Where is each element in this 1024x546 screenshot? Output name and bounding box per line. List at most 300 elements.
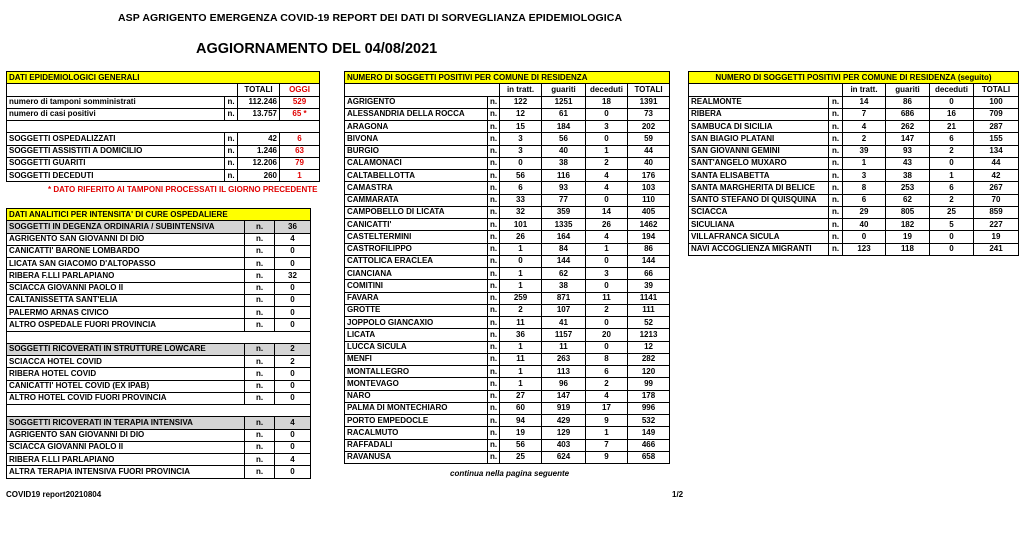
comune-recovered: 107 <box>542 304 586 316</box>
update-date: AGGIORNAMENTO DEL 04/08/2021 <box>196 41 438 57</box>
comune-recovered: 61 <box>542 108 586 120</box>
comune-recovered: 144 <box>542 255 586 267</box>
comune-row <box>345 194 670 206</box>
comune-deceased: 6 <box>586 366 628 378</box>
comune-deceased: 8 <box>586 353 628 365</box>
comune-deceased: 0 <box>586 255 628 267</box>
comune-recovered: 84 <box>542 243 586 255</box>
comune-name: SANTA ELISABETTA <box>689 170 829 182</box>
comune-unit: n. <box>488 317 500 329</box>
comune-deceased: 20 <box>586 329 628 341</box>
comune-unit: n. <box>488 304 500 316</box>
comune-unit: n. <box>829 145 843 157</box>
comune-unit: n. <box>488 292 500 304</box>
comune-row <box>345 451 670 463</box>
general-row <box>7 145 320 157</box>
hospital-row-value: 0 <box>275 466 311 478</box>
comune-unit: n. <box>829 121 843 133</box>
hospital-row <box>7 466 311 478</box>
comune-name: PALMA DI MONTECHIARO <box>345 402 488 414</box>
comune-deceased: 21 <box>930 121 974 133</box>
comune-unit: n. <box>829 243 843 255</box>
comune-recovered: 253 <box>886 182 930 194</box>
general-row-total: 42 <box>238 133 280 145</box>
comune-unit: n. <box>829 206 843 218</box>
comune-unit: n. <box>488 243 500 255</box>
hospital-row-value: 4 <box>275 454 311 466</box>
hospital-row-label: CALTANISSETTA SANT'ELIA <box>7 294 245 306</box>
comune-total: 73 <box>628 108 670 120</box>
comuni-table <box>344 71 670 464</box>
comune-in-treatment: 39 <box>843 145 886 157</box>
comune-deceased: 0 <box>930 157 974 169</box>
comune-recovered: 147 <box>886 133 930 145</box>
hospital-row-label: PALERMO ARNAS CIVICO <box>7 307 245 319</box>
comune-row <box>345 427 670 439</box>
comune-total: 52 <box>628 317 670 329</box>
hospital-section-row <box>7 221 311 233</box>
comune-unit: n. <box>829 133 843 145</box>
general-row-label: SOGGETTI OSPEDALIZZATI <box>7 133 225 145</box>
comune-name: RIBERA <box>689 108 829 120</box>
hospital-row-label: SOGGETTI RICOVERATI IN TERAPIA INTENSIVA <box>7 417 245 429</box>
hospital-row-label: SOGGETTI IN DEGENZA ORDINARIA / SUBINTENSIVA <box>7 221 245 233</box>
comune-deceased: 6 <box>930 133 974 145</box>
comune-total: 532 <box>628 415 670 427</box>
hospital-row-value: 0 <box>275 258 311 270</box>
general-row-label: numero di casi positivi <box>7 108 225 120</box>
comune-row <box>345 304 670 316</box>
comune-in-treatment: 1 <box>500 268 542 280</box>
hospital-row-value: 2 <box>275 356 311 368</box>
general-row-unit: n. <box>225 133 238 145</box>
hospital-blank-cell <box>7 331 311 343</box>
comune-row <box>345 145 670 157</box>
general-row-today: 65 * <box>280 108 320 120</box>
comune-recovered: 43 <box>886 157 930 169</box>
comune-total: 86 <box>628 243 670 255</box>
general-row-total: 260 <box>238 170 280 182</box>
comune-deceased: 3 <box>586 268 628 280</box>
comune-total: 42 <box>974 170 1019 182</box>
hospital-row-value: 0 <box>275 368 311 380</box>
comune-row <box>689 170 1019 182</box>
comune-in-treatment: 6 <box>500 182 542 194</box>
hospital-row <box>7 454 311 466</box>
comune-recovered: 19 <box>886 231 930 243</box>
hospital-section-row <box>7 343 311 355</box>
comune-name: SANTA MARGHERITA DI BELICE <box>689 182 829 194</box>
comune-name: CALTABELLOTTA <box>345 170 488 182</box>
comune-in-treatment: 15 <box>500 121 542 133</box>
comune-total: 859 <box>974 206 1019 218</box>
general-row <box>7 96 320 108</box>
comune-row <box>345 121 670 133</box>
comune-unit: n. <box>829 231 843 243</box>
comune-recovered: 403 <box>542 439 586 451</box>
comune-unit: n. <box>488 353 500 365</box>
comune-name: NARO <box>345 390 488 402</box>
comune-name: CAMMARATA <box>345 194 488 206</box>
comune-in-treatment: 1 <box>500 366 542 378</box>
comune-recovered: 77 <box>542 194 586 206</box>
comune-name: SAMBUCA DI SICILIA <box>689 121 829 133</box>
comune-deceased: 0 <box>586 133 628 145</box>
comune-total: 267 <box>974 182 1019 194</box>
comune-recovered: 113 <box>542 366 586 378</box>
comune-name: JOPPOLO GIANCAXIO <box>345 317 488 329</box>
comuni-table-title: NUMERO DI SOGGETTI POSITIVI PER COMUNE DI RESIDENZA <box>345 72 670 84</box>
comune-unit: n. <box>488 341 500 353</box>
comune-in-treatment: 122 <box>500 96 542 108</box>
comune-name: CAMASTRA <box>345 182 488 194</box>
comune-in-treatment: 3 <box>843 170 886 182</box>
hospital-row-unit: n. <box>245 368 275 380</box>
hospital-row-label: ALTRO HOTEL COVID FUORI PROVINCIA <box>7 392 245 404</box>
comune-recovered: 86 <box>886 96 930 108</box>
hospital-row-unit: n. <box>245 221 275 233</box>
continue-note: continua nella pagina seguente <box>450 469 570 478</box>
comune-unit: n. <box>829 170 843 182</box>
comuni-col-header: TOTALI <box>628 84 670 96</box>
comune-unit: n. <box>829 96 843 108</box>
comune-deceased: 5 <box>930 219 974 231</box>
hospital-row-label: SCIACCA GIOVANNI PAOLO II <box>7 282 245 294</box>
comune-total: 996 <box>628 402 670 414</box>
comune-row <box>345 231 670 243</box>
comune-total: 44 <box>628 145 670 157</box>
comune-row <box>345 108 670 120</box>
comune-deceased: 4 <box>586 390 628 402</box>
comune-unit: n. <box>829 182 843 194</box>
comune-row <box>689 145 1019 157</box>
comune-in-treatment: 12 <box>500 108 542 120</box>
hospital-row <box>7 282 311 294</box>
comune-deceased: 0 <box>586 108 628 120</box>
comune-row <box>689 194 1019 206</box>
general-row <box>7 108 320 120</box>
comune-deceased: 1 <box>586 427 628 439</box>
hospital-row-unit: n. <box>245 282 275 294</box>
comune-name: CIANCIANA <box>345 268 488 280</box>
comune-unit: n. <box>488 194 500 206</box>
hospital-row-unit: n. <box>245 356 275 368</box>
hospital-row-value: 4 <box>275 233 311 245</box>
comune-row <box>345 341 670 353</box>
comune-unit: n. <box>829 108 843 120</box>
comune-deceased: 9 <box>586 415 628 427</box>
comune-recovered: 129 <box>542 427 586 439</box>
comune-row <box>345 402 670 414</box>
comune-total: 227 <box>974 219 1019 231</box>
hospital-row-value: 0 <box>275 282 311 294</box>
comune-unit: n. <box>488 231 500 243</box>
comune-recovered: 38 <box>542 157 586 169</box>
general-row-label: SOGGETTI GUARITI <box>7 157 225 169</box>
hospital-row-unit: n. <box>245 441 275 453</box>
comune-row <box>689 121 1019 133</box>
comune-recovered: 147 <box>542 390 586 402</box>
comune-deceased: 2 <box>586 157 628 169</box>
comune-unit: n. <box>488 170 500 182</box>
comune-in-treatment: 19 <box>500 427 542 439</box>
comune-recovered: 93 <box>542 182 586 194</box>
comune-name: LUCCA SICULA <box>345 341 488 353</box>
comune-unit: n. <box>488 280 500 292</box>
hospital-row-value: 0 <box>275 294 311 306</box>
general-row-unit: n. <box>225 170 238 182</box>
hospital-row-value: 0 <box>275 380 311 392</box>
comune-recovered: 41 <box>542 317 586 329</box>
comune-row <box>345 366 670 378</box>
general-data-table <box>6 71 320 182</box>
comune-unit: n. <box>488 219 500 231</box>
comune-deceased: 26 <box>586 219 628 231</box>
comune-row <box>345 157 670 169</box>
comune-name: SCIACCA <box>689 206 829 218</box>
comune-row <box>689 182 1019 194</box>
hospital-row-value: 0 <box>275 307 311 319</box>
comune-unit: n. <box>488 255 500 267</box>
comune-total: 40 <box>628 157 670 169</box>
comuni-col-header: TOTALI <box>974 84 1019 96</box>
comune-recovered: 263 <box>542 353 586 365</box>
comune-recovered: 56 <box>542 133 586 145</box>
footer-report-id: COVID19 report20210804 <box>6 490 102 499</box>
comune-unit: n. <box>488 133 500 145</box>
comune-name: MONTEVAGO <box>345 378 488 390</box>
hospital-row-unit: n. <box>245 319 275 331</box>
comune-unit: n. <box>829 194 843 206</box>
comune-unit: n. <box>488 145 500 157</box>
general-row-today: 63 <box>280 145 320 157</box>
comune-total: 19 <box>974 231 1019 243</box>
comune-name: COMITINI <box>345 280 488 292</box>
hospital-row <box>7 319 311 331</box>
general-row <box>7 133 320 145</box>
comune-in-treatment: 1 <box>500 280 542 292</box>
comune-deceased: 0 <box>930 231 974 243</box>
comune-total: 1391 <box>628 96 670 108</box>
comune-name: MONTALLEGRO <box>345 366 488 378</box>
comune-recovered: 262 <box>886 121 930 133</box>
comune-row <box>345 353 670 365</box>
comune-deceased: 7 <box>586 439 628 451</box>
hospital-row-value: 32 <box>275 270 311 282</box>
comune-name: RAFFADALI <box>345 439 488 451</box>
comune-recovered: 686 <box>886 108 930 120</box>
general-row-total: 1.246 <box>238 145 280 157</box>
comune-deceased: 25 <box>930 206 974 218</box>
hospital-row-label: SOGGETTI RICOVERATI IN STRUTTURE LOWCARE <box>7 343 245 355</box>
comune-row <box>345 390 670 402</box>
comune-unit: n. <box>488 415 500 427</box>
comune-row <box>345 206 670 218</box>
hospital-row <box>7 441 311 453</box>
comune-in-treatment: 56 <box>500 170 542 182</box>
comune-in-treatment: 1 <box>843 157 886 169</box>
comune-in-treatment: 33 <box>500 194 542 206</box>
hospital-row-value: 0 <box>275 245 311 257</box>
comune-unit: n. <box>829 219 843 231</box>
comune-row <box>345 96 670 108</box>
hospital-row <box>7 270 311 282</box>
hospital-row-unit: n. <box>245 258 275 270</box>
hospital-row <box>7 245 311 257</box>
comune-total: 59 <box>628 133 670 145</box>
comune-deceased: 2 <box>930 145 974 157</box>
comune-unit: n. <box>829 157 843 169</box>
comune-recovered: 96 <box>542 378 586 390</box>
comune-deceased: 0 <box>586 341 628 353</box>
hospital-row-unit: n. <box>245 245 275 257</box>
comune-name: CANICATTI' <box>345 219 488 231</box>
comune-name: GROTTE <box>345 304 488 316</box>
comune-name: ARAGONA <box>345 121 488 133</box>
comune-in-treatment: 2 <box>843 133 886 145</box>
hospital-row <box>7 405 311 417</box>
comune-deceased: 4 <box>586 170 628 182</box>
comune-in-treatment: 3 <box>500 145 542 157</box>
comune-deceased: 2 <box>930 194 974 206</box>
comuni-col-header: guariti <box>542 84 586 96</box>
comune-total: 202 <box>628 121 670 133</box>
comune-total: 466 <box>628 439 670 451</box>
comune-total: 282 <box>628 353 670 365</box>
comune-deceased: 4 <box>586 231 628 243</box>
comune-unit: n. <box>488 439 500 451</box>
comune-name: SANTO STEFANO DI QUISQUINA <box>689 194 829 206</box>
comune-name: SAN BIAGIO PLATANI <box>689 133 829 145</box>
hospital-row-unit: n. <box>245 454 275 466</box>
general-row-total: 12.206 <box>238 157 280 169</box>
general-row <box>7 157 320 169</box>
comune-row <box>689 108 1019 120</box>
comune-row <box>345 133 670 145</box>
comune-total: 287 <box>974 121 1019 133</box>
comune-in-treatment: 123 <box>843 243 886 255</box>
comune-unit: n. <box>488 329 500 341</box>
hospital-data-table <box>6 208 311 479</box>
comune-recovered: 1157 <box>542 329 586 341</box>
comune-total: 39 <box>628 280 670 292</box>
general-row-total: 112.246 <box>238 96 280 108</box>
general-row-today: 79 <box>280 157 320 169</box>
comuni-col-header: guariti <box>886 84 930 96</box>
hospital-row-value: 2 <box>275 343 311 355</box>
hospital-row-value: 4 <box>275 417 311 429</box>
comune-name: BIVONA <box>345 133 488 145</box>
comune-in-treatment: 7 <box>843 108 886 120</box>
comune-total: 103 <box>628 182 670 194</box>
comune-in-treatment: 40 <box>843 219 886 231</box>
comune-total: 1141 <box>628 292 670 304</box>
comune-row <box>689 206 1019 218</box>
comune-total: 99 <box>628 378 670 390</box>
comune-deceased: 3 <box>586 121 628 133</box>
general-row-unit: n. <box>225 96 238 108</box>
hospital-row-label: CANICATTI' BARONE LOMBARDO <box>7 245 245 257</box>
comune-total: 149 <box>628 427 670 439</box>
comune-total: 66 <box>628 268 670 280</box>
comune-row <box>689 243 1019 255</box>
hospital-section-row <box>7 417 311 429</box>
comune-name: RAVANUSA <box>345 451 488 463</box>
comune-row <box>345 378 670 390</box>
hospital-row-unit: n. <box>245 392 275 404</box>
comuni-col-header: in tratt. <box>843 84 886 96</box>
hospital-row-label: CANICATTI' HOTEL COVID (EX IPAB) <box>7 380 245 392</box>
comune-in-treatment: 0 <box>843 231 886 243</box>
comune-row <box>345 170 670 182</box>
comune-recovered: 182 <box>886 219 930 231</box>
comune-name: RACALMUTO <box>345 427 488 439</box>
hospital-row-value: 0 <box>275 441 311 453</box>
hospital-row-unit: n. <box>245 417 275 429</box>
comune-unit: n. <box>488 121 500 133</box>
comune-in-treatment: 259 <box>500 292 542 304</box>
comune-recovered: 624 <box>542 451 586 463</box>
hospital-row-label: SCIACCA GIOVANNI PAOLO II <box>7 441 245 453</box>
comune-deceased: 0 <box>586 194 628 206</box>
comune-in-treatment: 11 <box>500 317 542 329</box>
hospital-row-unit: n. <box>245 343 275 355</box>
comune-unit: n. <box>488 108 500 120</box>
col-totali: TOTALI <box>238 84 280 96</box>
comune-name: FAVARA <box>345 292 488 304</box>
comune-deceased: 17 <box>586 402 628 414</box>
hospital-row-unit: n. <box>245 233 275 245</box>
comune-name: BURGIO <box>345 145 488 157</box>
general-row <box>7 170 320 182</box>
comune-total: 100 <box>974 96 1019 108</box>
hospital-row-value: 36 <box>275 221 311 233</box>
comune-recovered: 919 <box>542 402 586 414</box>
hospital-data-title: DATI ANALITICI PER INTENSITA' DI CURE OSPEDALIERE <box>7 209 311 221</box>
hospital-row <box>7 368 311 380</box>
comune-total: 709 <box>974 108 1019 120</box>
comune-total: 178 <box>628 390 670 402</box>
general-data-title: DATI EPIDEMIOLOGICI GENERALI <box>7 72 320 84</box>
comune-total: 120 <box>628 366 670 378</box>
general-row <box>7 121 320 133</box>
hospital-row-label: SCIACCA HOTEL COVID <box>7 356 245 368</box>
general-row-label: SOGGETTI DECEDUTI <box>7 170 225 182</box>
general-row-unit: n. <box>225 108 238 120</box>
comune-in-treatment: 14 <box>843 96 886 108</box>
comune-row <box>345 280 670 292</box>
comune-deceased: 2 <box>586 304 628 316</box>
general-row-today: 529 <box>280 96 320 108</box>
hospital-row <box>7 380 311 392</box>
comune-in-treatment: 11 <box>500 353 542 365</box>
comune-in-treatment: 26 <box>500 231 542 243</box>
comune-in-treatment: 101 <box>500 219 542 231</box>
comune-name: PORTO EMPEDOCLE <box>345 415 488 427</box>
comune-recovered: 38 <box>886 170 930 182</box>
hospital-row <box>7 233 311 245</box>
comune-recovered: 429 <box>542 415 586 427</box>
comune-deceased: 9 <box>586 451 628 463</box>
comune-name: CASTELTERMINI <box>345 231 488 243</box>
comune-recovered: 11 <box>542 341 586 353</box>
comune-unit: n. <box>488 182 500 194</box>
hospital-row-label: AGRIGENTO SAN GIOVANNI DI DIO <box>7 233 245 245</box>
footer-page-number: 1/2 <box>672 490 684 499</box>
comune-recovered: 1251 <box>542 96 586 108</box>
comune-deceased: 6 <box>930 182 974 194</box>
comune-total: 155 <box>974 133 1019 145</box>
